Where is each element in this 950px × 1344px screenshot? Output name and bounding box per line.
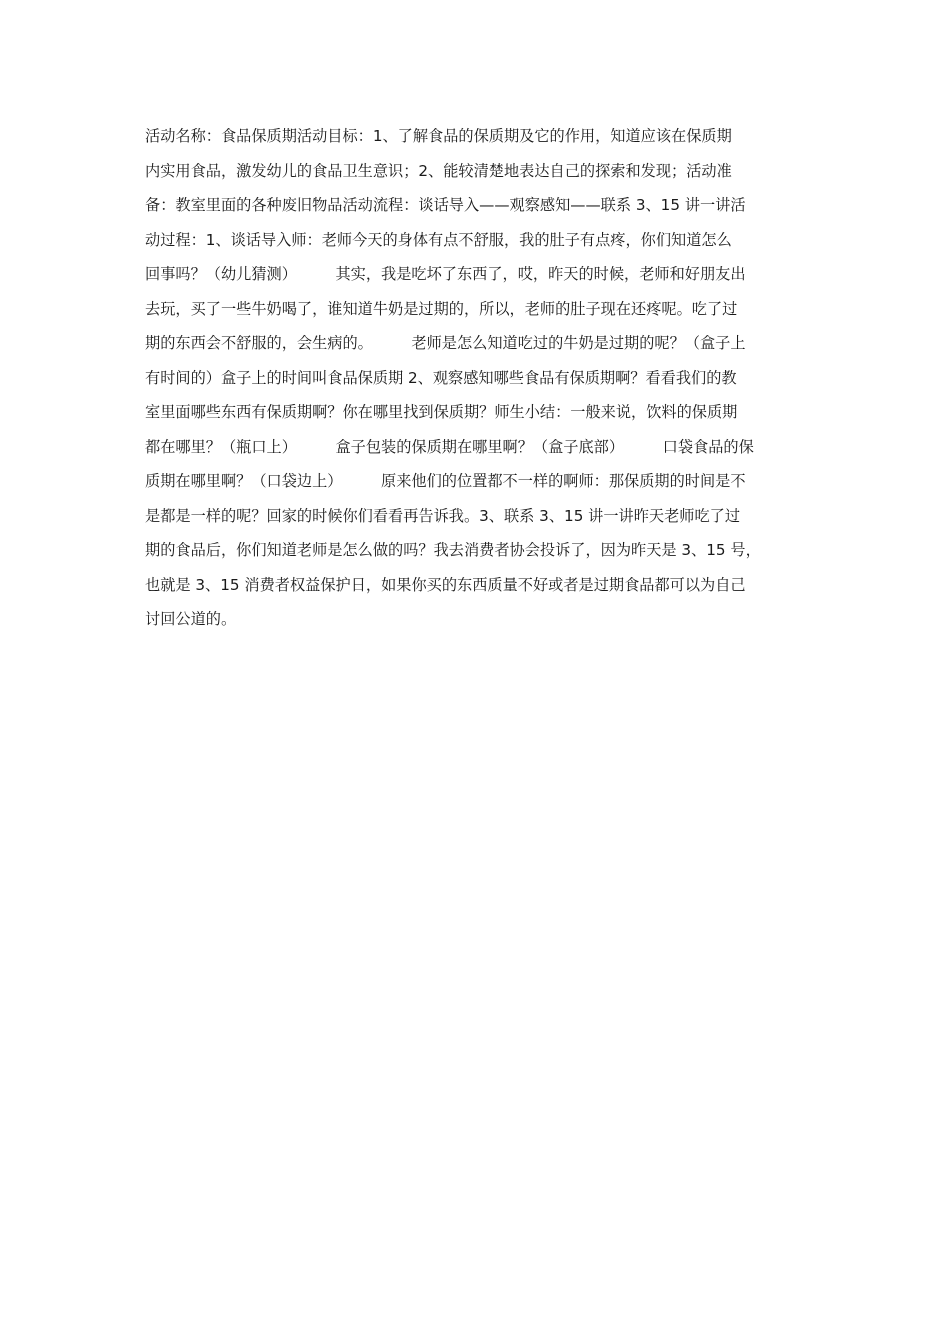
text-line: 质期在哪里啊？（口袋边上） 原来他们的位置都不一样的啊师：那保质期的时间是不	[145, 472, 746, 490]
text-line: 动过程：1、谈话导入师：老师今天的身体有点不舒服，我的肚子有点疼，你们知道怎么	[145, 230, 732, 249]
text-line: 期的东西会不舒服的，会生病的。 老师是怎么知道吃过的牛奶是过期的呢？（盒子上	[145, 334, 746, 352]
text-line: 讨回公道的。	[145, 610, 237, 628]
text-line: 备：教室里面的各种废旧物品活动流程：谈话导入——观察感知——联系 3、15 讲一讲活	[145, 196, 746, 214]
body-text	[145, 124, 810, 642]
text-line: 室里面哪些东西有保质期啊？你在哪里找到保质期？师生小结：一般来说，饮料的保质期	[145, 403, 738, 421]
text-line: 期的食品后，你们知道老师是怎么做的吗？我去消费者协会投诉了，因为昨天是 3、15 号，	[145, 541, 761, 559]
text-line: 内实用食品，激发幼儿的食品卫生意识；2、能较清楚地表达自己的探索和发现；活动准	[145, 161, 732, 180]
text-line: 也就是 3、15 消费者权益保护日，如果你买的东西质量不好或者是过期食品都可以为自己	[145, 575, 746, 594]
text-line: 有时间的）盒子上的时间叫食品保质期 2、观察感知哪些食品有保质期啊？看看我们的教	[145, 368, 737, 387]
text-line: 都在哪里？（瓶口上） 盒子包装的保质期在哪里啊？（盒子底部） 口袋食品的保	[145, 437, 754, 456]
text-line: 活动名称：食品保质期活动目标：1、了解食品的保质期及它的作用，知道应该在保质期	[145, 127, 732, 145]
text-line: 是都是一样的呢？回家的时候你们看看再告诉我。3、联系 3、15 讲一讲昨天老师吃了过	[145, 506, 741, 525]
text-line: 回事吗？（幼儿猜测） 其实，我是吃坏了东西了，哎，昨天的时候，老师和好朋友出	[145, 265, 746, 283]
text-line: 去玩，买了一些牛奶喝了，谁知道牛奶是过期的，所以，老师的肚子现在还疼呢。吃了过	[145, 299, 738, 318]
